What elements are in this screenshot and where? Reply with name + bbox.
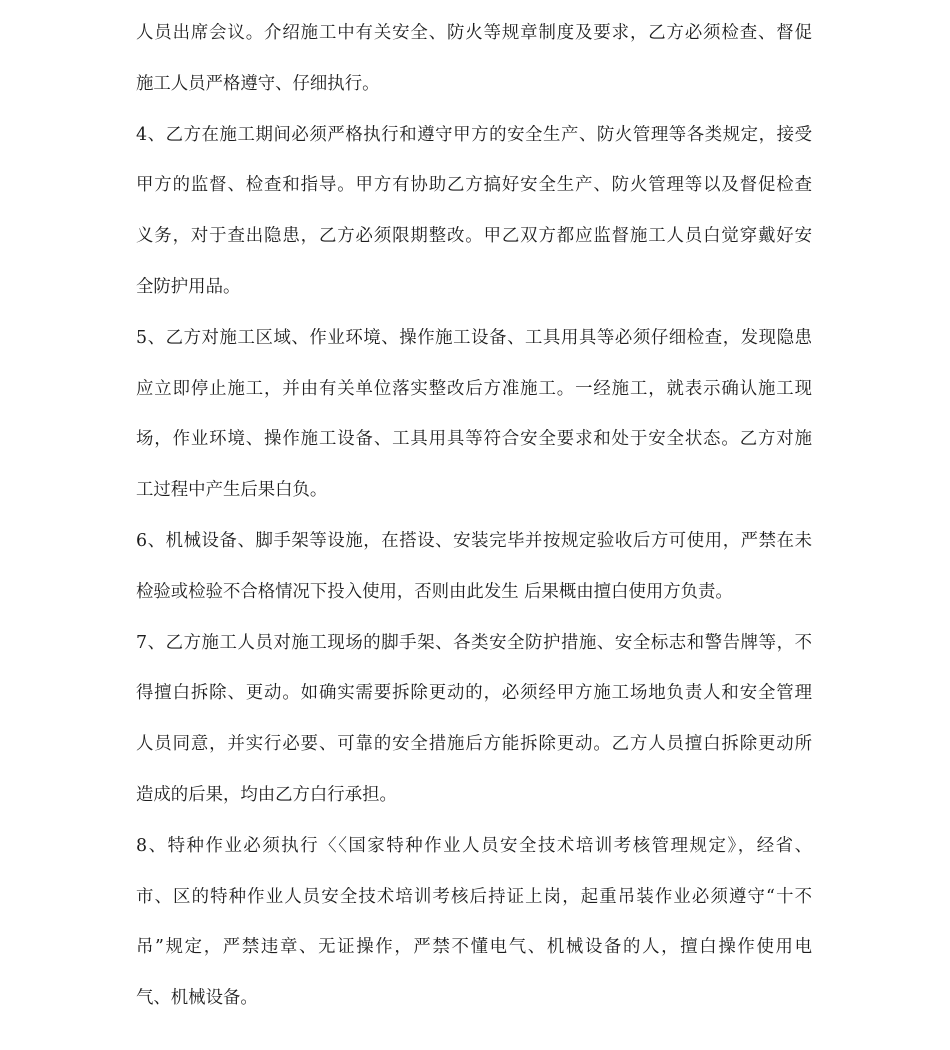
- text-line: 气、机械设备。: [136, 988, 258, 1009]
- text-line: 工过程中产生后果白负。: [136, 480, 328, 501]
- text-line: 人员出席会议。介绍施工中有关安全、防火等规章制度及要求，乙方必须检查、督促: [136, 23, 812, 43]
- text-line: 市、区的特种作业人员安全技术培训考核后持证上岗，起重吊装作业必须遵守“十不: [136, 886, 812, 907]
- paragraph-item-7: [136, 623, 812, 826]
- text-line: 义务，对于查出隐患，乙方必须限期整改。甲乙双方都应监督施工人员白觉穿戴好安: [136, 226, 812, 247]
- text-line: 得擅白拆除、更动。如确实需要拆除更动的，必须经甲方施工场地负责人和安全管理: [136, 683, 812, 704]
- text-line: 造成的后果，均由乙方白行承担。: [136, 784, 397, 805]
- text-line: 检验或检验不合格情况下投入使用，否则由此发生 后果概由擅白使用方负责。: [136, 581, 733, 602]
- text-line: 甲方的监督、检查和指导。甲方有协助乙方搞好安全生产、防火管理等以及督促检查: [136, 175, 812, 196]
- text-line: 全防护用品。: [136, 276, 241, 297]
- paragraph-item-6: [136, 521, 812, 623]
- text-line: 7、乙方施工人员对施工现场的脚手架、各类安全防护措施、安全标志和警告牌等，不: [136, 632, 812, 653]
- text-line: 6、机械设备、脚手架等设施，在搭设、安装完毕并按规定验收后方可使用，严禁在未: [136, 530, 812, 551]
- text-line: 施工人员严格遵守、仔细执行。: [136, 73, 380, 94]
- text-line: 场，作业环境、操作施工设备、工具用具等符合安全要求和处于安全状态。乙方对施: [136, 429, 812, 450]
- document-body: [136, 13, 812, 1029]
- paragraph-item-8: [136, 826, 812, 1029]
- paragraph-item-5: [136, 318, 812, 521]
- text-line: 应立即停止施工，并由有关单位落实整改后方准施工。一经施工，就表示确认施工现: [136, 378, 812, 399]
- paragraph-continuation: [136, 13, 812, 115]
- text-line: 5、乙方对施工区域、作业环境、操作施工设备、工具用具等必须仔细检查，发现隐患: [136, 327, 812, 348]
- text-line: 8、特种作业必须执行〈〈国家特种作业人员安全技术培训考核管理规定》，经省、: [136, 835, 812, 856]
- paragraph-item-4: [136, 115, 812, 318]
- text-line: 人员同意，并实行必要、可靠的安全措施后方能拆除更动。乙方人员擅白拆除更动所: [136, 734, 812, 755]
- text-line: 4、乙方在施工期间必须严格执行和遵守甲方的安全生产、防火管理等各类规定，接受: [136, 124, 812, 145]
- text-line: 吊”规定，严禁违章、无证操作，严禁不懂电气、机械设备的人，擅白操作使用电: [136, 937, 812, 958]
